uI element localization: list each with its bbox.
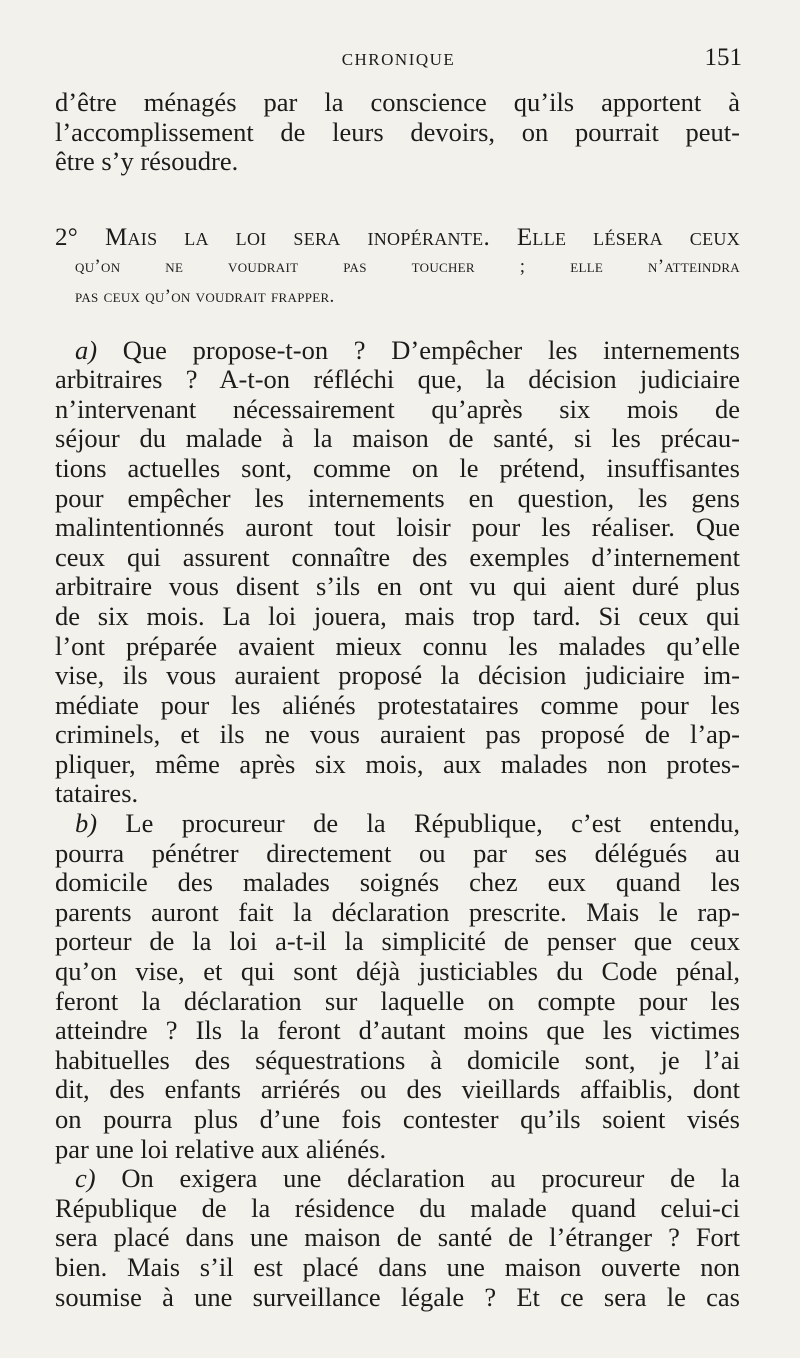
text-line: arbitraires ? A-t-on réfléchi que, la décision judiciaire <box>55 365 740 395</box>
text-line: a) Que propose-t-on ? D’empêcher les internements <box>75 335 740 365</box>
text-line: tions actuelles sont, comme on le prétend, insuffisantes <box>55 453 740 483</box>
paragraph-label: b) <box>75 809 98 839</box>
paragraph-label: c) <box>75 1164 96 1194</box>
text-line: vise, ils vous auraient proposé la décision judiciaire im- <box>55 661 740 691</box>
paragraph-b <box>55 809 740 1164</box>
text-line: pourra pénétrer directement ou par ses délégués au <box>55 838 740 868</box>
text-line: malintentionnés auront tout loisir pour les réaliser. Que <box>55 513 740 543</box>
text-line: de six mois. La loi jouera, mais trop tard. Si ceux qui <box>55 601 740 631</box>
text-line: être s’y résoudre. <box>55 147 239 177</box>
text-line: République de la résidence du malade quand celui-ci <box>55 1193 740 1223</box>
text-line: parents auront fait la déclaration prescrite. Mais le rap- <box>55 897 740 927</box>
text-line: médiate pour les aliénés protestataires comme pour les <box>55 690 740 720</box>
text-line: domicile des malades soignés chez eux quand les <box>55 868 740 898</box>
text-line: tataires. <box>55 779 139 809</box>
text-line: on pourra plus d’une fois contester qu’ils soient visés <box>55 1105 740 1134</box>
text-line: habituelles des séquestrations à domicile sont, je l’ai <box>55 1045 740 1075</box>
paragraph-label: a) <box>75 335 98 365</box>
text-line: séjour du malade à la maison de santé, si les précau- <box>55 424 740 454</box>
text-line: pour empêcher les internements en question, les gens <box>55 483 740 513</box>
heading-line: pas ceux qu’on voudrait frapper. <box>75 285 335 307</box>
text-line: soumise à une surveillance légale ? Et ce sera le cas <box>55 1282 740 1312</box>
page-number: 151 <box>704 44 742 71</box>
text-line: atteindre ? Ils la feront d’autant moins que les victimes <box>55 1016 740 1046</box>
text-line: l’ont préparée avaient mieux connu les malades qu’elle <box>55 631 740 661</box>
section-heading <box>55 223 740 312</box>
text-line: l’accomplissement de leurs devoirs, on pourrait peut- <box>55 117 740 147</box>
text-line: b) Le procureur de la République, c’est entendu, <box>75 809 740 839</box>
paragraph-a <box>55 336 740 810</box>
text-line: arbitraire vous disent s’ils en ont vu qui aient duré plus <box>55 572 740 602</box>
text-line: pliquer, même après six mois, aux malades non protes- <box>55 749 740 779</box>
text-line: bien. Mais s’il est placé dans une maison ouverte non <box>55 1252 740 1282</box>
heading-line: qu’on ne voudrait pas toucher ; elle n’atteindra <box>75 256 740 278</box>
running-head: CHRONIQUE <box>341 50 456 69</box>
paragraph-c <box>55 1164 740 1312</box>
text-line: ceux qui assurent connaître des exemples d’internement <box>55 542 740 572</box>
paragraph-intro <box>55 88 740 177</box>
page-header <box>55 42 742 76</box>
text-line: feront la déclaration sur laquelle on compte pour les <box>55 986 740 1016</box>
heading-line: 2° Mais la loi sera inopérante. Elle lésera ceux <box>55 223 740 251</box>
text-line: dit, des enfants arriérés ou des vieillards affaiblis, dont <box>55 1075 740 1105</box>
page-body <box>55 88 740 1312</box>
text-line: qu’on vise, et qui sont déjà justiciables du Code pénal, <box>55 957 740 987</box>
text-line: porteur de la loi a-t-il la simplicité de penser que ceux <box>55 927 740 957</box>
text-line: criminels, et ils ne vous auraient pas proposé de l’ap- <box>55 720 740 750</box>
text-line: d’être ménagés par la conscience qu’ils apportent à <box>55 88 740 117</box>
text-line: n’intervenant nécessairement qu’après six mois de <box>55 394 740 424</box>
text-line: c) On exigera une déclaration au procureur de la <box>75 1164 740 1194</box>
text-line: par une loi relative aux aliénés. <box>55 1134 387 1164</box>
text-line: sera placé dans une maison de santé de l’étranger ? Fort <box>55 1223 740 1253</box>
